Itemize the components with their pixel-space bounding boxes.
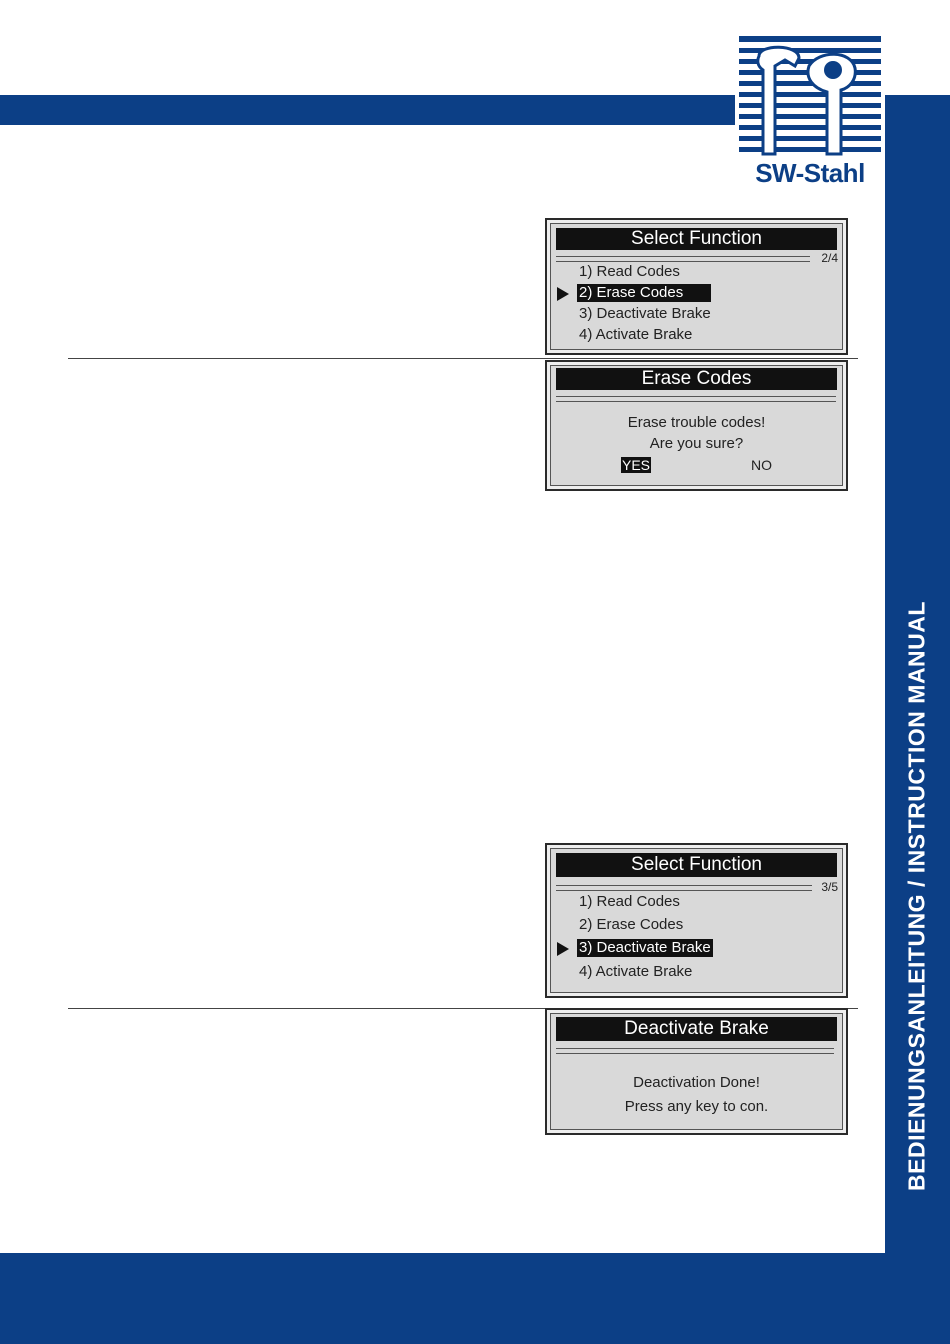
- page-indicator: 3/5: [821, 880, 838, 894]
- brand-logo: [735, 30, 885, 190]
- wrench-logo-icon: [739, 36, 881, 156]
- selection-arrow-icon: [557, 287, 569, 301]
- separator: [556, 256, 810, 262]
- lcd-deactivate-brake: [545, 1008, 848, 1135]
- confirm-question: Are you sure?: [649, 435, 744, 452]
- menu-item-read-codes[interactable]: 1) Read Codes: [579, 263, 680, 280]
- menu-item-deactivate-brake[interactable]: 3) Deactivate Brake: [579, 939, 711, 956]
- menu-item-activate-brake[interactable]: 4) Activate Brake: [579, 326, 693, 343]
- section-divider: [68, 358, 858, 359]
- screen-title: Select Function: [556, 853, 837, 877]
- lcd-select-function-1: [545, 218, 848, 355]
- no-option[interactable]: NO: [751, 457, 772, 473]
- menu-item-activate-brake[interactable]: 4) Activate Brake: [579, 963, 693, 980]
- continue-prompt: Press any key to con.: [624, 1098, 769, 1115]
- screen-title: Select Function: [556, 228, 837, 250]
- footer-band: [0, 1253, 950, 1344]
- menu-item-read-codes[interactable]: 1) Read Codes: [579, 893, 680, 910]
- menu-item-erase-codes[interactable]: 2) Erase Codes: [579, 916, 684, 933]
- lcd-erase-codes: [545, 360, 848, 491]
- erase-message: Erase trouble codes!: [627, 414, 766, 431]
- separator: [556, 885, 812, 891]
- yes-option[interactable]: YES: [622, 457, 651, 473]
- separator: [556, 1048, 834, 1054]
- separator: [556, 396, 836, 402]
- selection-arrow-icon: [557, 942, 569, 956]
- menu-item-erase-codes[interactable]: 2) Erase Codes: [577, 284, 711, 302]
- page-indicator: 2/4: [821, 251, 838, 265]
- menu-item-deactivate-brake[interactable]: 3) Deactivate Brake: [579, 305, 711, 322]
- screen-title: Erase Codes: [556, 368, 837, 390]
- result-message: Deactivation Done!: [633, 1074, 760, 1091]
- brand-name: SW-Stahl: [755, 158, 865, 188]
- screen-title: Deactivate Brake: [556, 1017, 837, 1041]
- lcd-select-function-2: [545, 843, 848, 998]
- side-label: BEDIENUNGSANLEITUNG / INSTRUCTION MANUAL: [903, 601, 930, 1191]
